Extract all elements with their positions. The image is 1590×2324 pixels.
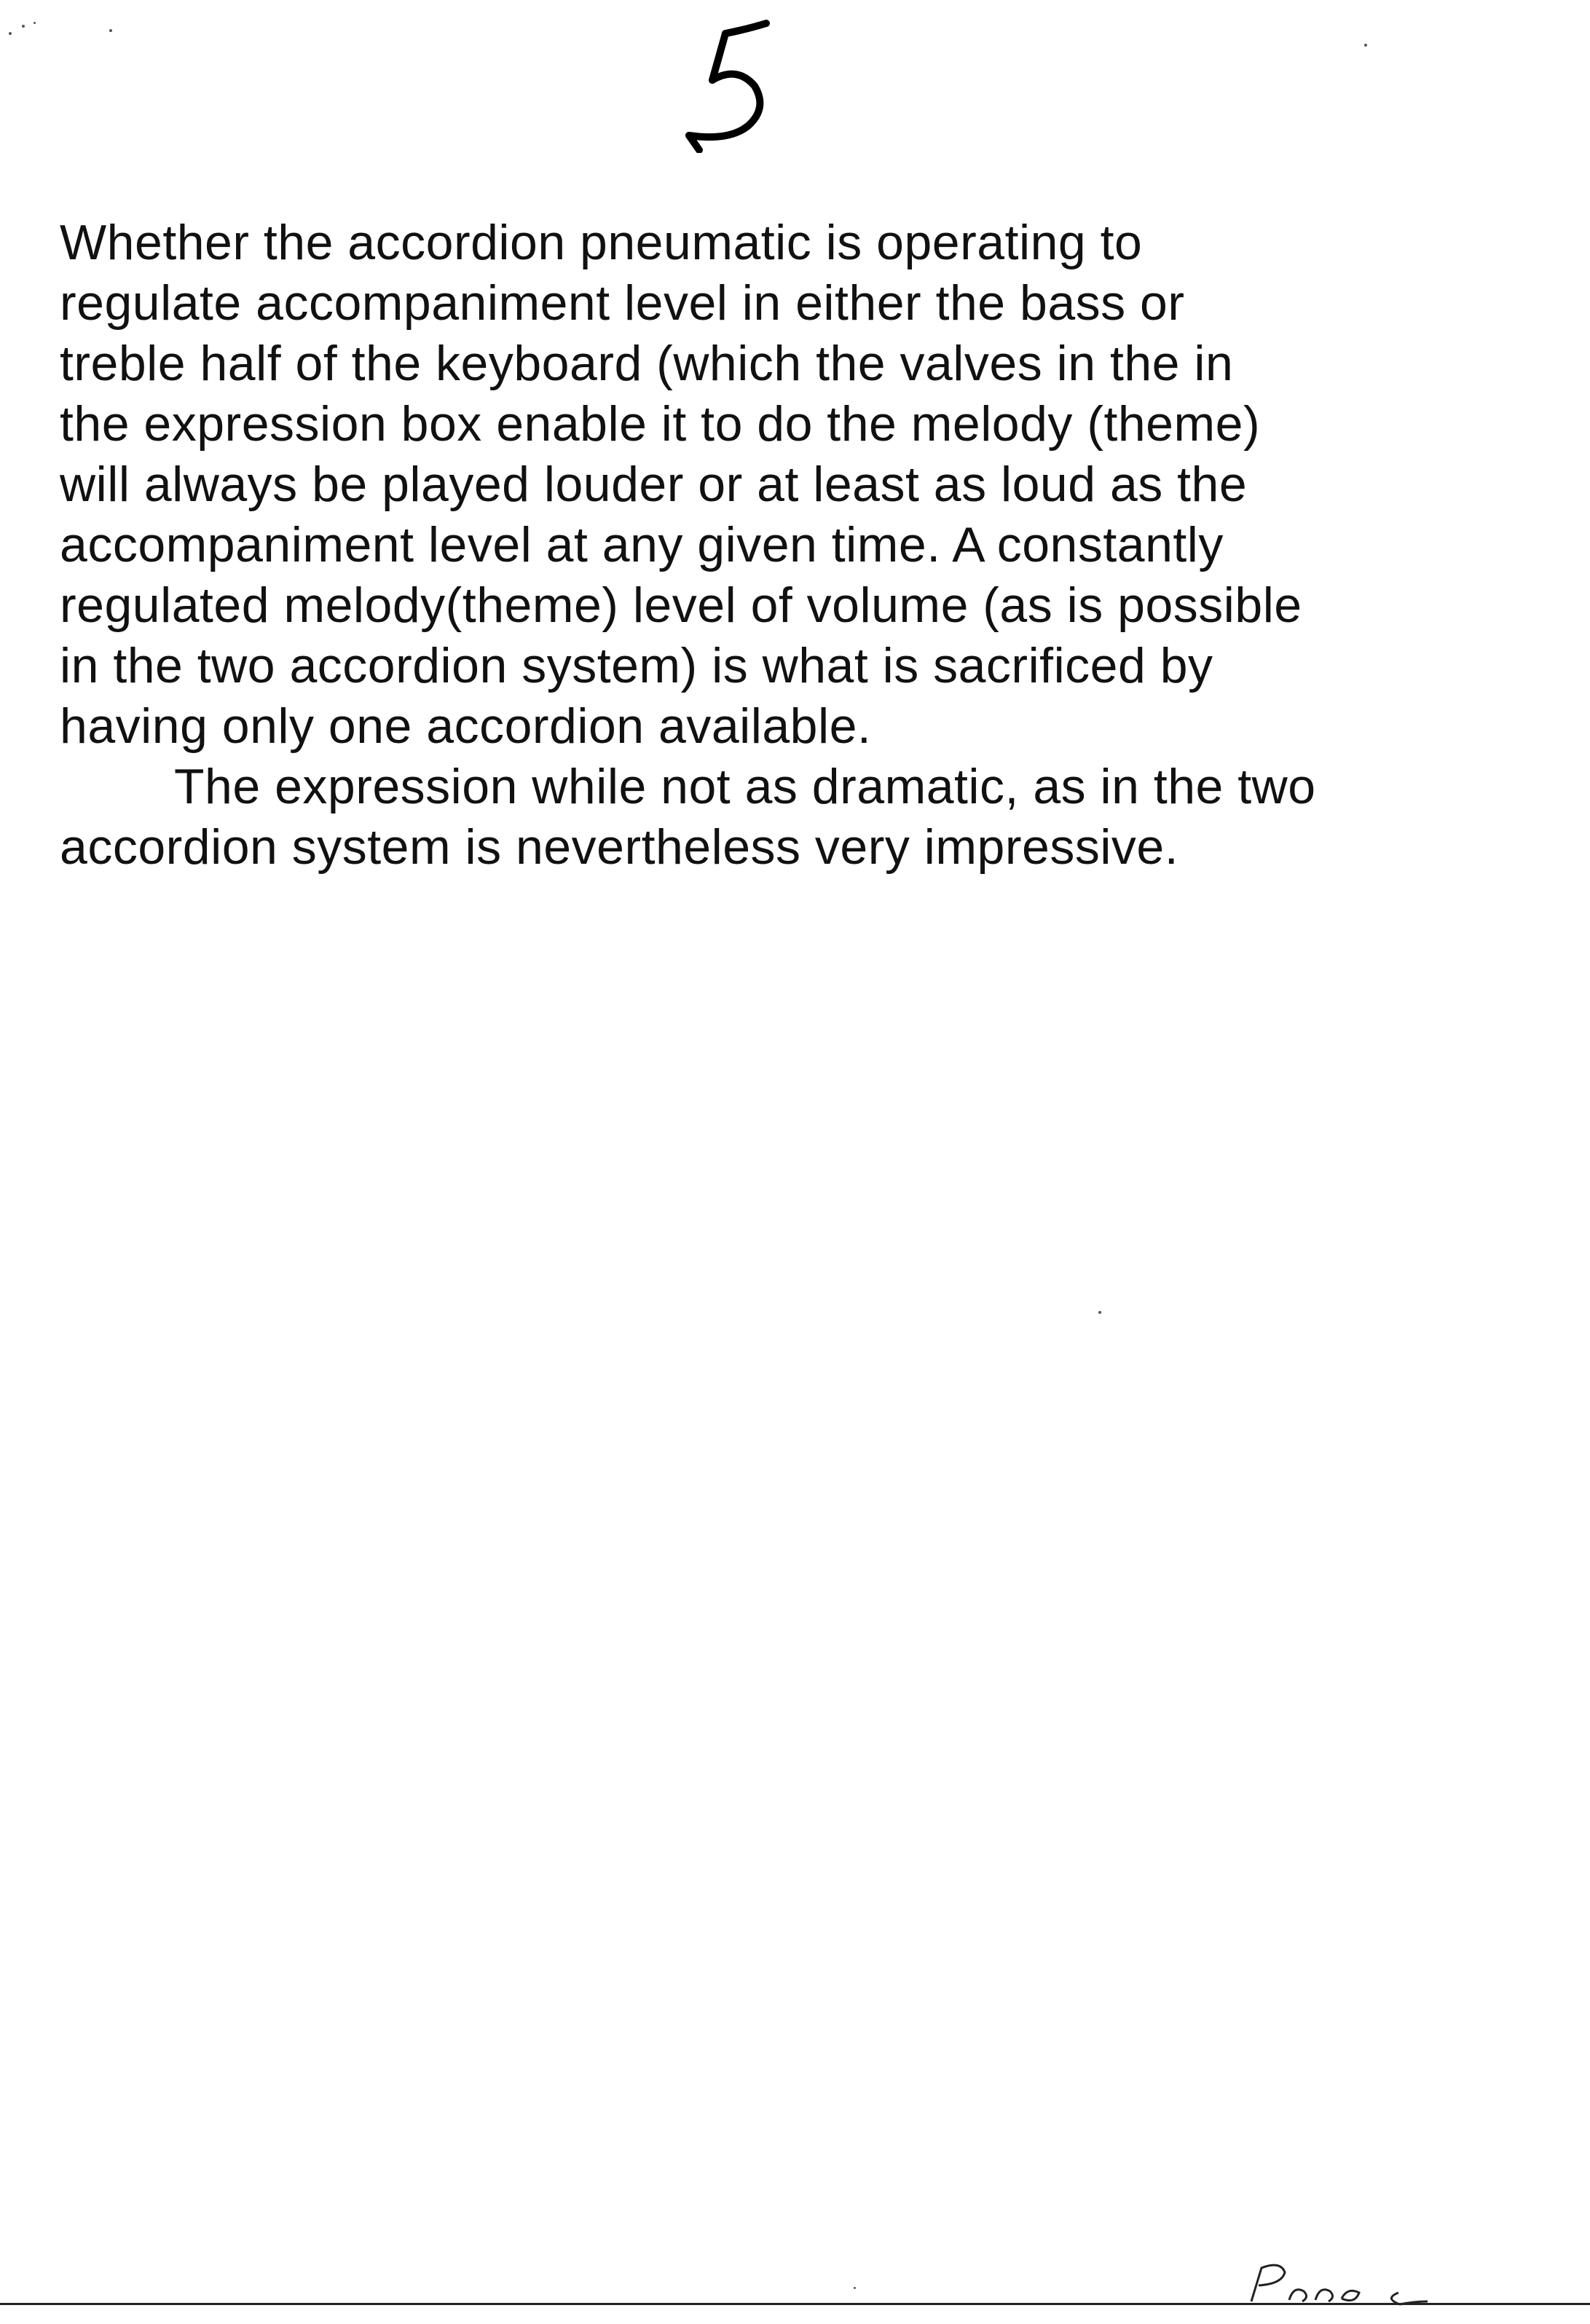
paragraph-1-line: treble half of the keyboard (which the valves in the in xyxy=(60,336,1234,391)
paragraph-1-line: will always be played louder or at least as loud as the xyxy=(60,457,1248,512)
paragraph-1-line: in the two accordion system) is what is sacrificed by xyxy=(60,638,1213,693)
scan-speck xyxy=(109,29,112,32)
scan-speck xyxy=(22,25,25,28)
paragraph-2-line: The expression while not as dramatic, as in the two xyxy=(174,759,1316,814)
paragraph-1-line: regulate accompaniment level in either the bass or xyxy=(60,275,1185,331)
scan-speck xyxy=(34,22,36,24)
body-text xyxy=(60,213,1553,878)
paragraph-1-line: Whether the accordion pneumatic is operating to xyxy=(60,215,1143,270)
scan-speck xyxy=(854,2287,856,2289)
paragraph-2-line: accordion system is nevertheless very impressive. xyxy=(60,819,1179,875)
scan-speck xyxy=(1364,44,1367,47)
handwritten-page-label xyxy=(1245,2250,1449,2309)
paragraph-1-line: the expression box enable it to do the melody (theme) xyxy=(60,396,1261,452)
handwritten-page-number xyxy=(677,7,787,153)
scan-speck xyxy=(9,32,12,35)
paragraph-1-line: having only one accordion available. xyxy=(60,698,872,754)
paragraph-1-line: regulated melody(theme) level of volume (as is possible xyxy=(60,578,1302,633)
scan-speck xyxy=(1098,1311,1101,1314)
paragraph-1-line: accompaniment level at any given time. A constantly xyxy=(60,517,1224,572)
